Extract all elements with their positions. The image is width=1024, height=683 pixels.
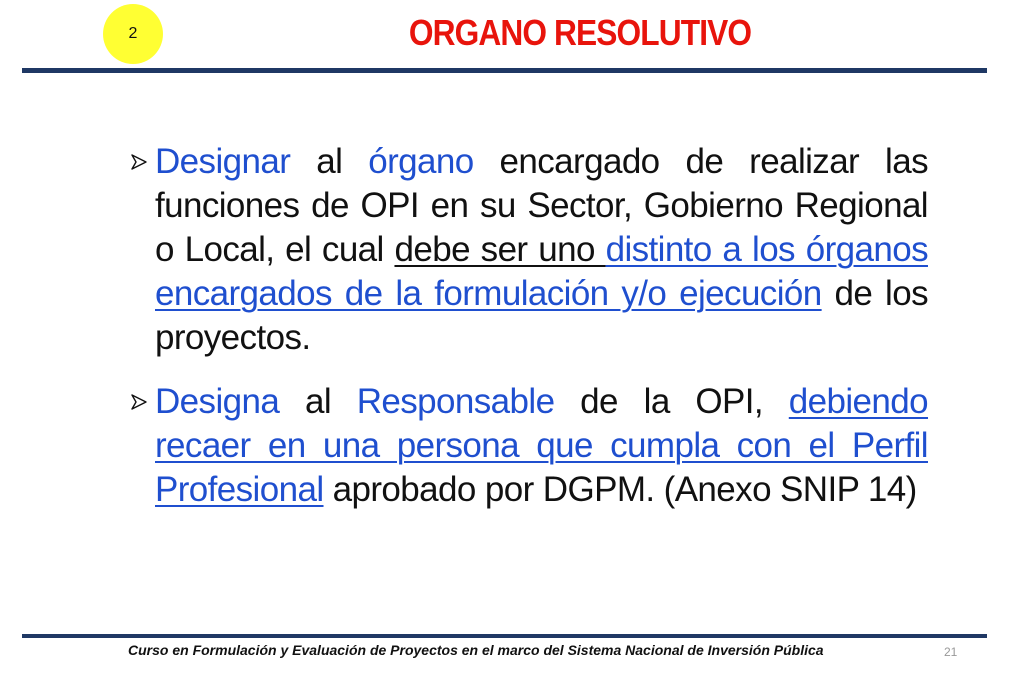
arrow-bullet-icon <box>130 380 154 424</box>
footer-divider <box>22 634 987 638</box>
text-run: de la OPI, <box>554 382 789 421</box>
text-run: aprobado por DGPM. (Anexo SNIP 14) <box>323 470 917 509</box>
text-run: al <box>279 382 357 421</box>
slide-title: ORGANO RESOLUTIVO <box>408 12 752 53</box>
section-number-badge <box>103 4 163 64</box>
highlight-designa: Designa <box>155 382 280 421</box>
bullet-item-designar <box>130 140 928 360</box>
footer-course-text: Curso en Formulación y Evaluación de Proyectos en el marco del Sistema Nacional de Inversión Pública <box>128 642 824 658</box>
section-number: 2 <box>128 25 138 42</box>
text-run: de los proyectos. <box>155 274 928 357</box>
underlined-highlight: debiendo recaer en una persona que cumpla con el Perfil Profesional <box>155 382 929 509</box>
underlined-text: debe ser uno <box>394 230 606 269</box>
highlight-responsable: Responsable <box>356 382 555 421</box>
text-run: al <box>290 142 369 181</box>
page-number: 21 <box>944 645 958 659</box>
arrow-bullet-icon <box>130 140 154 184</box>
bullet-item-designa <box>130 380 928 512</box>
highlight-organo: órgano <box>368 142 474 181</box>
text-run: encargado de realizar las funciones de OPI en su Sector, Gobierno Regional o Local, el cual <box>155 142 928 269</box>
underlined-highlight: distinto a los órganos encargados de la formulación y/o ejecución <box>155 230 928 313</box>
slide-body <box>130 140 928 512</box>
highlight-designar: Designar <box>155 142 291 181</box>
header-divider <box>22 68 987 73</box>
